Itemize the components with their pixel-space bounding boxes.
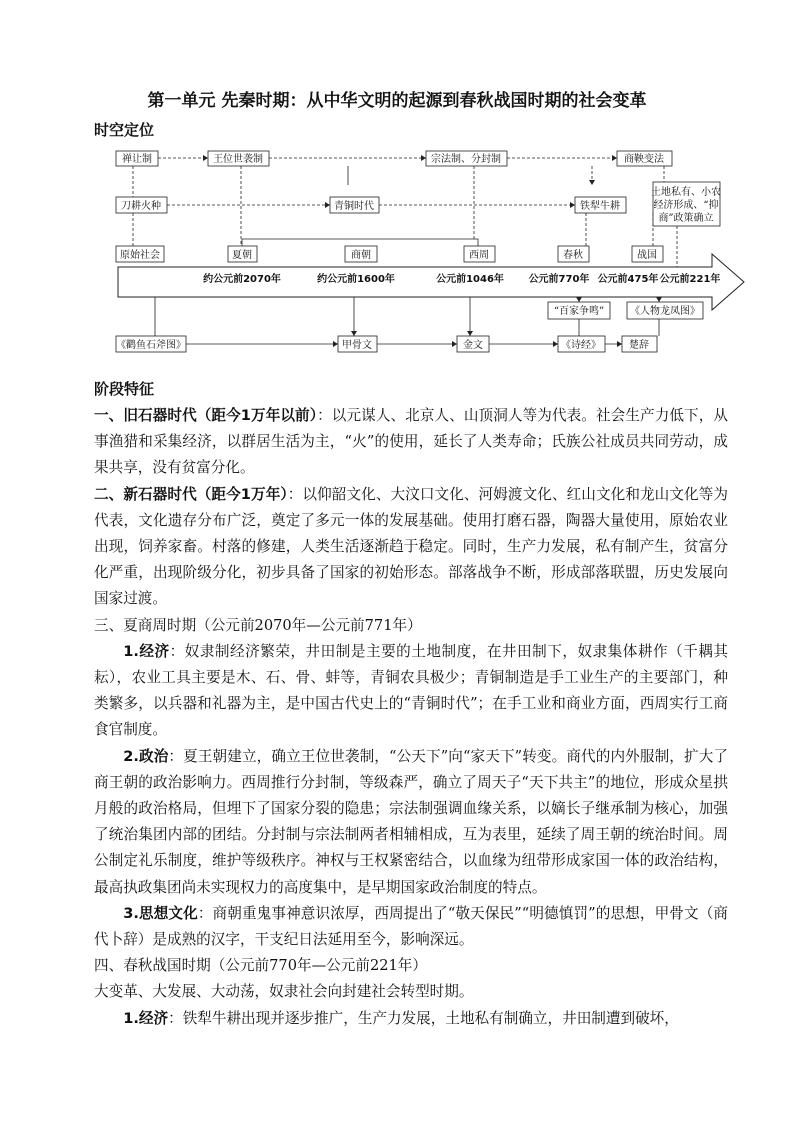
paragraph-text: ：商朝重鬼事神意识浓厚，西周提出了“敬天保民”“明德慎罚”的思想，甲骨文（商代卜辞）是成熟的汉字，干支纪日法延用至今，影响深远。 <box>94 904 728 949</box>
paragraph-heading: 二、新石器时代（距今1万年） <box>94 485 288 503</box>
timeline-top-box: 王位世袭制 <box>213 154 263 165</box>
paragraph-paleolithic <box>94 403 728 482</box>
period-box: 商朝 <box>351 250 371 261</box>
paragraph-summary: 大变革、大发展、大动荡，奴隶社会向封建社会转型时期。 <box>94 983 474 1001</box>
paragraph-heading: 3.思想文化 <box>123 904 198 922</box>
paragraph-heading: 2.政治 <box>123 747 169 765</box>
bottom-box: 甲骨文 <box>342 340 372 351</box>
page-title: 第一单元 先秦时期：从中华文明的起源到春秋战国时期的社会变革 <box>147 91 647 111</box>
bottom-box: 《鹳鱼石斧图》 <box>116 340 186 351</box>
section-heading-timeline: 时空定位 <box>94 121 155 139</box>
bottom-box: 楚辞 <box>629 340 649 351</box>
timeline-date: 公元前770年 <box>528 274 590 285</box>
timeline-top-box: 宗法制、分封制 <box>431 154 501 165</box>
paragraph-text: ：以元谋人、北京人、山顶洞人等为代表。社会生产力低下，从事渔猎和采集经济，以群居生活为主，“火”的使用，延长了人类寿命；氏族公社成员共同劳动，成果共享，没有贫富分化。 <box>94 407 728 477</box>
timeline-mid-box: 刀耕火种 <box>121 201 161 212</box>
paragraph-heading: 1.经济 <box>123 1009 169 1027</box>
land-box-line: 商”政策确立 <box>658 213 714 224</box>
paragraph-heading: 一、旧石器时代（距今1万年以前） <box>94 407 318 424</box>
paragraph-neolithic <box>94 482 728 613</box>
timeline-date: 公元前1046年 <box>436 274 504 285</box>
timeline-mid-box: 铁犁牛耕 <box>580 201 620 212</box>
section-heading-features: 阶段特征 <box>94 380 155 398</box>
paragraph-heading: 1.经济 <box>123 642 170 660</box>
bottom-box: 《诗经》 <box>561 340 601 351</box>
paragraph-culture <box>94 901 728 953</box>
timeline-top-box: 禅让制 <box>122 154 152 165</box>
paragraph-politics <box>94 744 728 901</box>
paragraph-economy <box>94 639 728 744</box>
below-box: 《人物龙凤图》 <box>630 306 700 317</box>
period-box: 原始社会 <box>120 250 160 261</box>
timeline-date: 公元前475年 <box>597 274 659 285</box>
timeline-date: 公元前221年 <box>659 274 721 285</box>
timeline-date: 约公元前1600年 <box>317 274 395 285</box>
period-box: 春秋 <box>563 250 583 261</box>
land-box-line: 土地私有、小农 <box>651 187 721 198</box>
heading-xia-shang-zhou: 三、夏商周时期（公元前2070年—公元前771年） <box>94 616 422 634</box>
period-box: 战国 <box>637 250 657 261</box>
document-body <box>94 403 728 1032</box>
paragraph-text: ：铁犁牛耕出现并逐步推广，生产力发展，土地私有制确立，井田制遭到破坏， <box>168 1009 679 1027</box>
timeline-top-box: 商鞅变法 <box>624 154 664 165</box>
period-box: 夏朝 <box>232 250 252 261</box>
paragraph-text: ：夏王朝建立，确立王位世袭制，“公天下”向“家天下”转变。商代的内外服制，扩大了商王朝的政治影响力。西周推行分封制，等级森严，确立了周天子“天下共主”的地位，形成众星拱月般的政治格局，但埋下了国家分裂的隐患；宗法制强调血缘关系，以嫡长子继承制为核心，加强了统治集团内部的团结。分封制与宗法制两者相辅相成，互为表里，延续了周王朝的统治时间。周公制定礼乐制度，维护等级秩序。神权与王权紧密结合，以血缘为纽带形成家国一体的政治结构，最高执政集团尚未实现权力的高度集中，是早期国家政治制度的特点。 <box>94 747 728 896</box>
land-box-line: 经济形成、“抑 <box>653 200 719 211</box>
paragraph-text: ：奴隶制经济繁荣，井田制是主要的土地制度，在井田制下，奴隶集体耕作（千耦其耘），农业工具主要是木、石、骨、蚌等，青铜农具极少；青铜制造是手工业生产的主要部门，种类繁多，以兵器和礼器为主，是中国古代史上的“青铜时代”；在手工业和商业方面，西周实行工商食官制度。 <box>94 642 728 739</box>
timeline-date: 约公元前2070年 <box>203 274 281 285</box>
below-box: “百家争鸣” <box>553 306 605 317</box>
heading-spring-autumn: 四、春秋战国时期（公元前770年—公元前221年） <box>94 957 427 975</box>
timeline-diagram <box>112 142 752 354</box>
timeline-mid-box: 青铜时代 <box>334 201 374 212</box>
paragraph-economy-2 <box>94 1006 728 1032</box>
paragraph-text: ：以仰韶文化、大汶口文化、河姆渡文化、红山文化和龙山文化等为代表，文化遗存分布广泛，奠定了多元一体的发展基础。使用打磨石器，陶器大量使用，原始农业出现，饲养家畜。村落的修建，人类生活逐渐趋于稳定。同时，生产力发展，私有制产生，贫富分化严重，出现阶级分化，初步具备了国家的初始形态。部落战争不断，形成部落联盟，历史发展向国家过渡。 <box>94 485 728 608</box>
period-box: 西周 <box>469 250 489 261</box>
bottom-box: 金文 <box>463 340 483 351</box>
